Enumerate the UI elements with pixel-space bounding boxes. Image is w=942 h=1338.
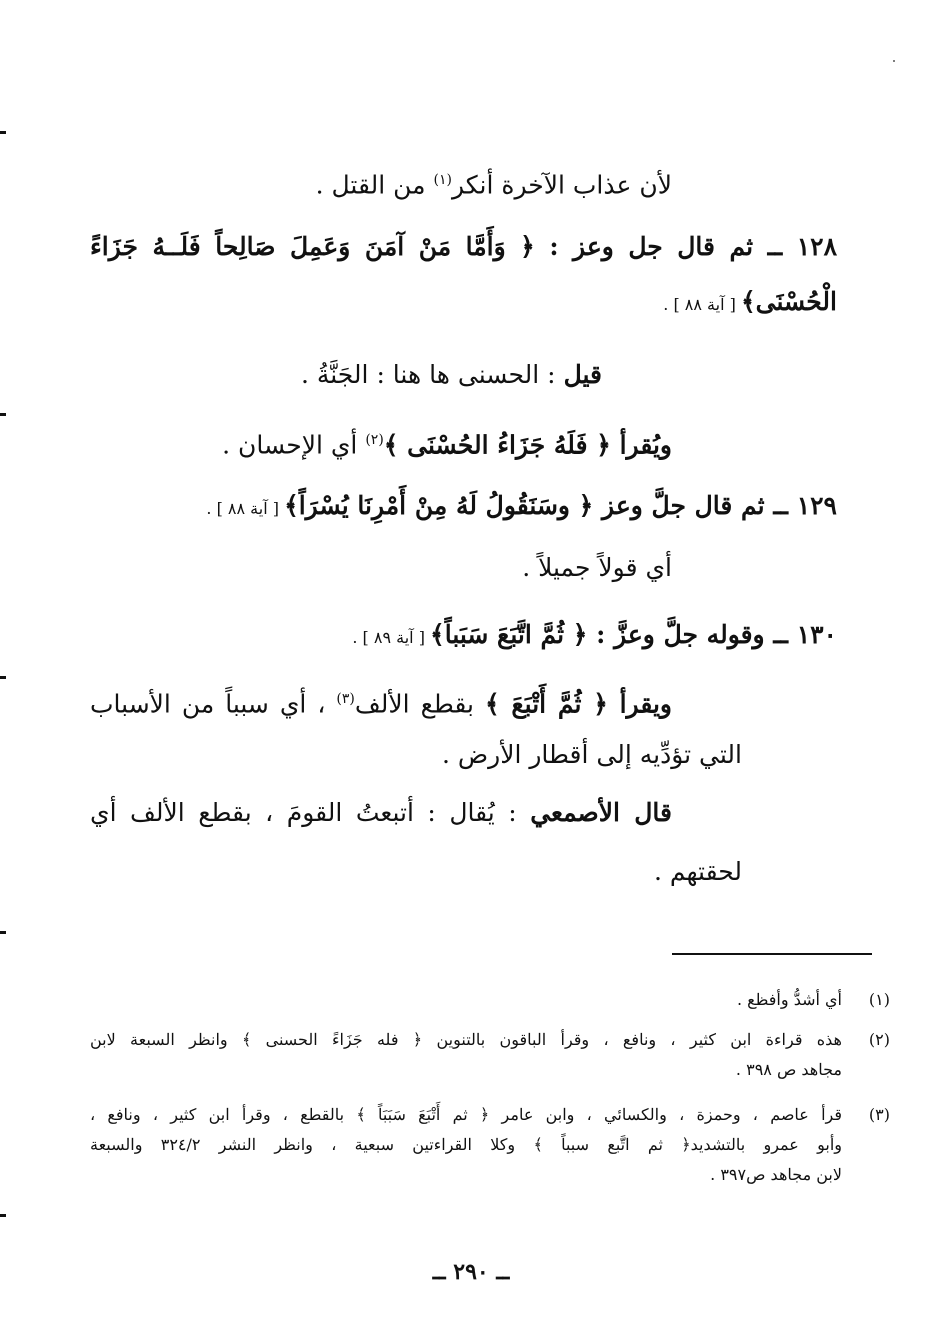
verse-reference: [ آية ٨٩ ] . (352, 628, 431, 647)
text: : يُقال : أتبعتُ القومَ ، بقطع الألف أي (90, 798, 531, 827)
edge-mark (0, 131, 6, 134)
text-line (442, 735, 742, 775)
quran-verse: ﴿ وَأَمَّا مَنْ آمَنَ وَعَمِلَ صَالِحاً فَلَــهُ جَزَاءً (90, 232, 550, 261)
entry-number: ١٢٨ ــ (767, 232, 838, 261)
text: ، أي سبباً من الأسباب (90, 689, 337, 719)
text-line (654, 852, 742, 892)
footnote-separator (672, 953, 872, 955)
text-line (522, 548, 672, 588)
edge-mark (0, 676, 6, 679)
paragraph-128-line-1 (90, 227, 837, 267)
text: بقطع الألف (354, 689, 485, 719)
text-line (90, 679, 672, 724)
footnote-text: وأبو عمرو بالتشديد﴿ ثم اتَّبع سبباً ﴾ وكلا القراءتين سبعية ، وانظر النشر ٣٢٤/٢ والسبعة (90, 1135, 842, 1154)
text: ثم قال جل وعز : (549, 232, 768, 261)
footnote-text: أي أشدُّ وأفظع . (736, 990, 842, 1009)
paragraph-130 (352, 615, 837, 658)
text: أي قولاً جميلاً . (522, 553, 672, 582)
text: : الحسنى ها هنا : الجَنَّةُ . (300, 360, 564, 389)
footnote (90, 1100, 890, 1190)
text-line (316, 160, 672, 205)
text: قيل (563, 360, 602, 389)
footnote-number: (٢) (868, 1030, 890, 1049)
footnote-text: قرأ عاصم ، وحمزة ، والكسائي ، وابن عامر ﴿ ثم أَتْبَعَ سَبَبَاً ﴾ بالقطع ، وقرأ ابن كثير ، ونافع ، (90, 1105, 843, 1124)
text: لحقتهم . (653, 857, 742, 886)
edge-mark (0, 1214, 6, 1217)
footnote-ref: (٣) (336, 691, 355, 707)
footnote (90, 985, 890, 1015)
text: أي الإحسان . (222, 430, 366, 460)
text-line (301, 355, 602, 395)
footnote-text: هذه قراءة ابن كثير ، ونافع ، وقرأ الباقون بالتنوين ﴿ فله جَزَاءً الحسنى ﴾ وانظر السبعة لابن (90, 1030, 842, 1049)
quran-verse: وقوله جلَّ وعزَّ : ﴿ ثُمَّ اتَّبَعَ سَبَباً﴾ (430, 620, 774, 649)
text: من القتل . (315, 170, 434, 200)
entry-number: ١٢٩ ــ (773, 491, 837, 520)
paragraph-128-line-2 (663, 282, 837, 325)
footnote-text: مجاهد ص ٣٩٨ . (735, 1060, 842, 1079)
footnote-ref: (٢) (365, 432, 384, 448)
speck (893, 60, 895, 62)
quran-verse: ويُقرأ ﴿ فَلَهُ جَزَاءُ الحُسْنَى ﴾ (383, 430, 672, 460)
text: لأن عذاب الآخرة أنكر (451, 170, 672, 200)
quran-verse: ثم قال جلَّ وعز ﴿ وسَنَقُولُ لَهُ مِنْ أَمْرِنَا يُسْرَاً﴾ (284, 491, 774, 520)
text-line (222, 420, 672, 465)
text: التي تؤدِّيه إلى أقطار الأرض . (442, 740, 742, 769)
page-number: ــ ٢٩٠ ــ (432, 1259, 510, 1285)
quran-verse: ويقرأ ﴿ ثُمَّ أَتْبَعَ ﴾ (484, 689, 672, 719)
verse-reference: [ آية ٨٨ ] . (206, 499, 285, 518)
edge-mark (0, 413, 6, 416)
edge-mark (0, 931, 6, 934)
paragraph-129 (206, 486, 837, 529)
verse-reference: [ آية ٨٨ ] . (663, 295, 741, 314)
footnote-ref: (١) (433, 172, 452, 188)
footnote-number: (٣) (868, 1105, 890, 1124)
footnote (90, 1025, 890, 1085)
text-line (90, 793, 672, 833)
entry-number: ١٣٠ ــ (773, 620, 837, 649)
footnote-number: (١) (868, 990, 890, 1009)
quran-verse: الْحُسْنَى﴾ (740, 287, 837, 316)
text: قال الأصمعي (530, 798, 672, 827)
footnote-text: لابن مجاهد ص٣٩٧ . (710, 1165, 842, 1184)
